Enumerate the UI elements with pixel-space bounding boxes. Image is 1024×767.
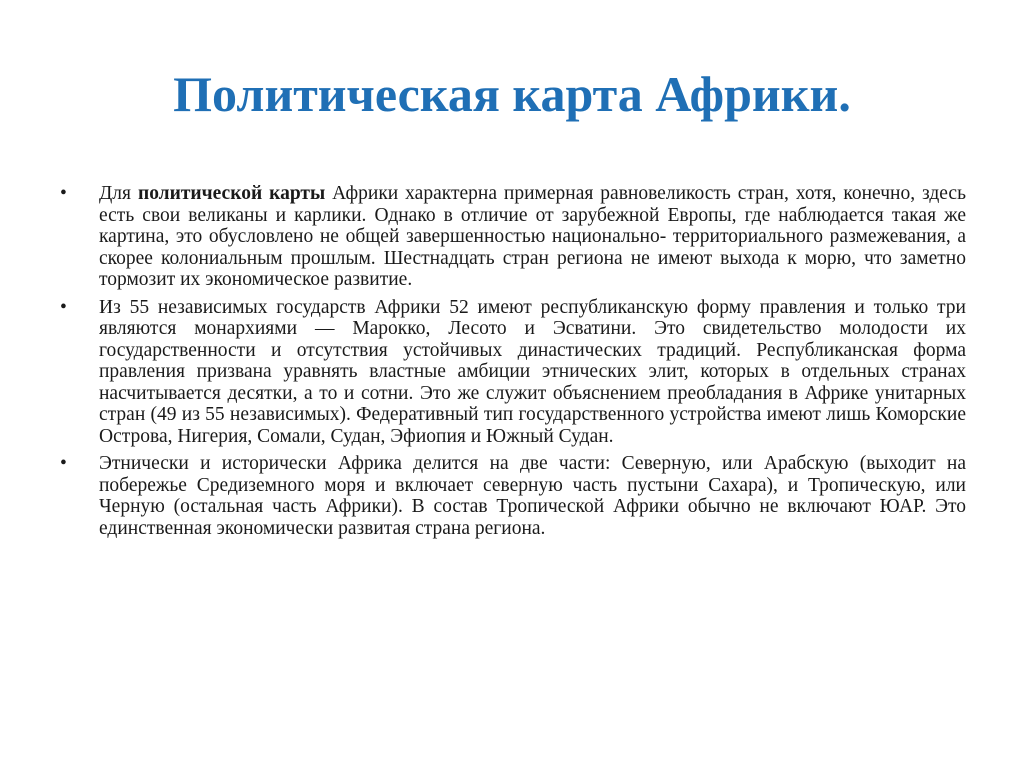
bullet-dot-icon: • [60, 183, 67, 204]
bullet-dot-icon: • [60, 296, 67, 318]
bullet-item-2 [60, 297, 966, 448]
bullet-dot-icon: • [60, 453, 67, 474]
bullet-1-rest: Африки характерна примерная равновеликость стран, хотя, конечно, здесь есть свои великаны и карлики. Однако в отличие от зарубежной Европы, где наблюдается такая же картина, это обусловлено не общей завершенностью национально- территориального размежевания, а скорее колониальным прошлым. Шестнадцать стран региона не имеют выхода к морю, что заметно тормозит их экономическое развитие. [99, 183, 966, 290]
bullet-item-1 [60, 183, 966, 291]
bullet-1-bold-term: политической карты [137, 183, 326, 204]
bullet-1-lead: Для [99, 183, 138, 204]
bullet-list [60, 183, 966, 545]
bullet-3-text: Этнически и исторически Африка делится на две части: Северную, или Арабскую (выходит на побережье Средиземного моря и включает северную часть пустыни Сахара), и Тропическую, или Черную (остальная часть Африки). В состав Тропической Африки обычно не включают ЮАР. Это единственная экономически развитая страна региона. [99, 453, 966, 539]
slide-title: Политическая карта Африки. [173, 66, 851, 122]
bullet-item-3 [60, 453, 966, 539]
bullet-2-text: Из 55 независимых государств Африки 52 имеют республиканскую форму правления и только три являются монархиями — Марокко, Лесото и Эсватини. Это свидетельство молодости их государственности и отсутствия устойчивых династических традиций. Республиканская форма правления призвана уравнять властные амбиции этнических элит, которых в отдельных странах насчитывается десятки, а то и сотни. Это же служит объяснением преобладания в Африке унитарных стран (49 из 55 независимых). Федеративный тип государственного устройства имеют лишь Коморские Острова, Нигерия, Сомали, Судан, Эфиопия и Южный Судан. [99, 296, 966, 447]
